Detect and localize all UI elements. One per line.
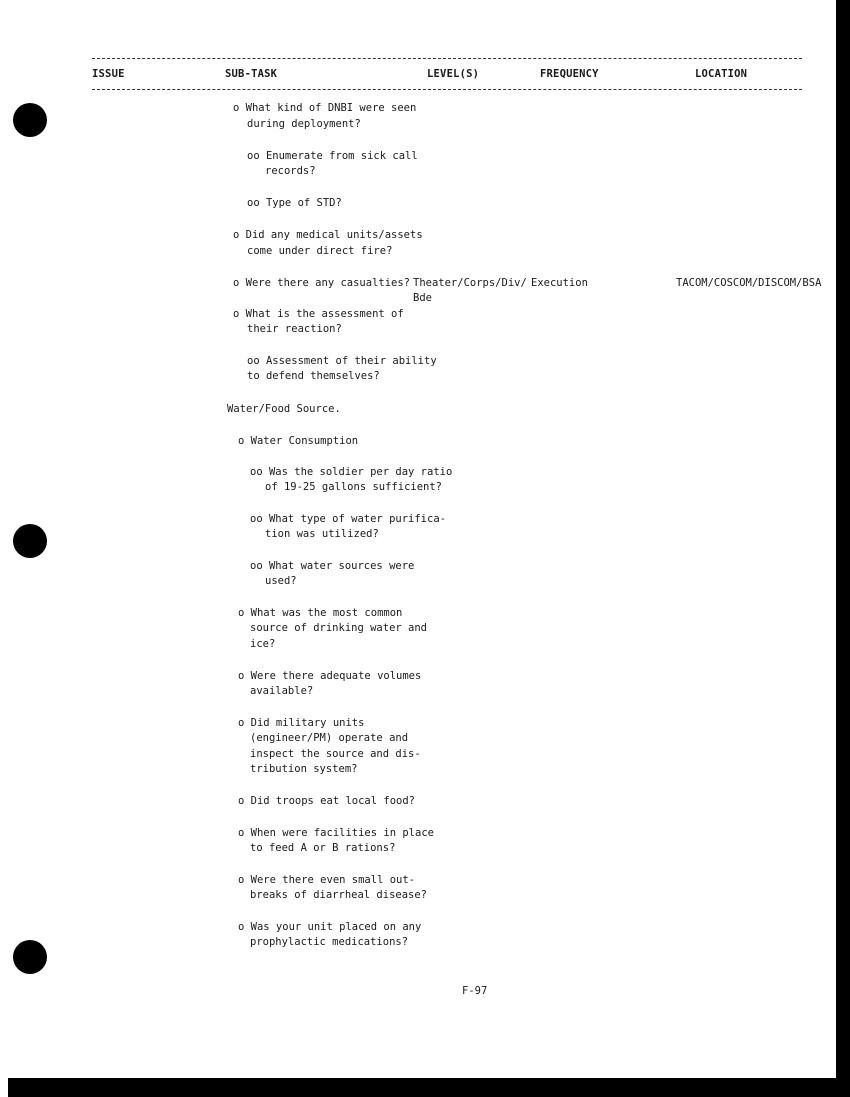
binder-hole-top (13, 103, 47, 137)
subtask-line: of 19-25 gallons sufficient? (265, 481, 443, 493)
subtask-line: o What is the assessment of (233, 308, 404, 320)
col-header-subtask: SUB-TASK (225, 68, 278, 80)
subtask-line: o Did troops eat local food? (238, 795, 416, 807)
subtask-line: oo Enumerate from sick call (247, 150, 418, 162)
subtask-line: to defend themselves? (247, 370, 380, 382)
subtask-line: prophylactic medications? (250, 936, 409, 948)
subtask-line: o Was your unit placed on any (238, 921, 422, 933)
section-heading-water-food: Water/Food Source. (227, 403, 341, 415)
subtask-line: oo Type of STD? (247, 197, 342, 209)
subtask-line: during deployment? (247, 118, 361, 130)
subtask-line: used? (265, 575, 297, 587)
scan-border-bottom (8, 1078, 850, 1097)
binder-hole-middle (13, 524, 47, 558)
col-header-levels: LEVEL(S) (427, 68, 480, 80)
subtask-line: source of drinking water and (250, 622, 428, 634)
subtask-line: oo Was the soldier per day ratio (250, 466, 453, 478)
subtask-line: oo What water sources were (250, 560, 415, 572)
level-value-cont: Bde (413, 292, 432, 304)
col-header-location: LOCATION (695, 68, 748, 80)
subtask-line: come under direct fire? (247, 245, 393, 257)
binder-hole-bottom (13, 940, 47, 974)
subtask-line: tribution system? (250, 763, 358, 775)
subtask-line: records? (265, 165, 316, 177)
subtask-line: o Did any medical units/assets (233, 229, 423, 241)
subtask-line: (engineer/PM) operate and (250, 732, 409, 744)
page-number: F-97 (462, 985, 488, 997)
subtask-line: o When were facilities in place (238, 827, 434, 839)
subtask-line: o Were there even small out- (238, 874, 416, 886)
col-header-frequency: FREQUENCY (540, 68, 599, 80)
scan-border-right (836, 0, 850, 1097)
subtask-line: o Water Consumption (238, 435, 359, 447)
subtask-line: ice? (250, 638, 276, 650)
frequency-value: Execution (531, 277, 588, 289)
subtask-line: breaks of diarrheal disease? (250, 889, 428, 901)
location-value: TACOM/COSCOM/DISCOM/BSA (676, 277, 822, 289)
subtask-line: o What kind of DNBI were seen (233, 102, 417, 114)
subtask-line: oo What type of water purifica- (250, 513, 446, 525)
subtask-line: tion was utilized? (265, 528, 379, 540)
subtask-line: o What was the most common (238, 607, 403, 619)
subtask-line: available? (250, 685, 314, 697)
subtask-line: their reaction? (247, 323, 342, 335)
subtask-line: o Were there adequate volumes (238, 670, 422, 682)
subtask-line: inspect the source and dis- (250, 748, 421, 760)
level-value: Theater/Corps/Div/ (413, 277, 527, 289)
col-header-issue: ISSUE (92, 68, 125, 80)
header-rule-bottom (92, 89, 802, 90)
header-rule-top (92, 58, 802, 59)
subtask-line: oo Assessment of their ability (247, 355, 437, 367)
subtask-line: o Did military units (238, 717, 365, 729)
subtask-line: to feed A or B rations? (250, 842, 396, 854)
subtask-line: o Were there any casualties? (233, 277, 411, 289)
